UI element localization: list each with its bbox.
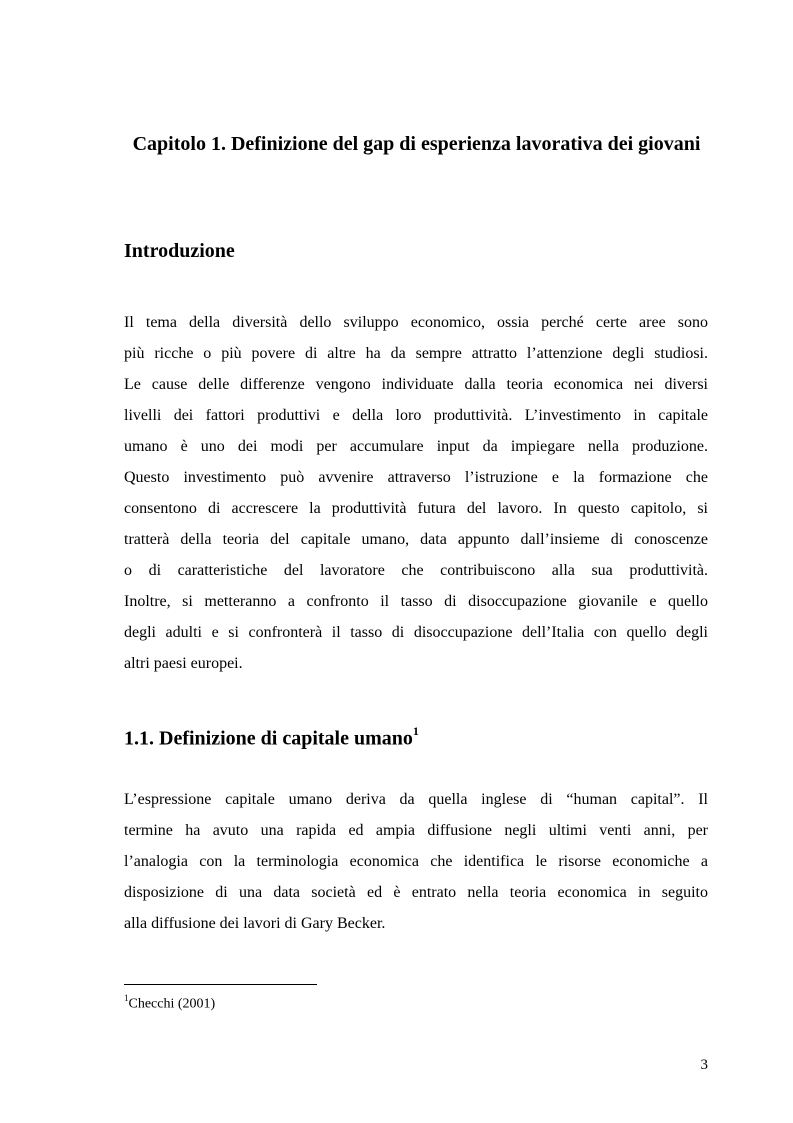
intro-line: o di caratteristiche del lavoratore che contribuiscono alla sua produttività.: [124, 562, 708, 579]
intro-line: tratterà della teoria del capitale umano, data appunto dall’insieme di conoscenze: [124, 531, 708, 548]
footnote-divider: [124, 984, 317, 985]
intro-line: degli adulti e si confronterà il tasso di disoccupazione dell’Italia con quello degli: [124, 624, 708, 641]
footnote: [124, 990, 215, 1014]
intro-line: Le cause delle differenze vengono individuate dalla teoria economica nei diversi: [124, 376, 708, 393]
section-line: termine ha avuto una rapida ed ampia diffusione negli ultimi venti anni, per: [124, 822, 708, 839]
intro-line: livelli dei fattori produttivi e della loro produttività. L’investimento in capitale: [124, 407, 708, 424]
section-line: disposizione di una data società ed è entrato nella teoria economica in seguito: [124, 884, 708, 901]
intro-line: consentono di accrescere la produttività futura del lavoro. In questo capitolo, si: [124, 500, 708, 517]
chapter-title: Capitolo 1. Definizione del gap di esperienza lavorativa dei giovani: [132, 133, 701, 155]
intro-line: Questo investimento può avvenire attraverso l’istruzione e la formazione che: [124, 469, 708, 486]
footnote-mark: 1: [124, 993, 129, 1003]
page-number: 3: [700, 1057, 708, 1073]
section-line: alla diffusione dei lavori di Gary Becker.: [124, 915, 386, 932]
section-line: L’espressione capitale umano deriva da quella inglese di “human capital”. Il: [124, 791, 708, 808]
section-line: l’analogia con la terminologia economica che identifica le risorse economiche a: [124, 853, 708, 870]
intro-paragraph: [124, 307, 708, 679]
intro-heading: Introduzione: [124, 240, 235, 262]
intro-line: Il tema della diversità dello sviluppo economico, ossia perché certe aree sono: [124, 314, 708, 331]
footnote-text: Checchi (2001): [128, 996, 216, 1012]
section-heading-text: 1.1. Definizione di capitale umano: [124, 727, 413, 750]
intro-line: più ricche o più povere di altre ha da sempre attratto l’attenzione degli studiosi.: [124, 345, 708, 362]
intro-line: umano è uno dei modi per accumulare input da impiegare nella produzione.: [124, 438, 708, 455]
intro-line: Inoltre, si metteranno a confronto il tasso di disoccupazione giovanile e quello: [124, 593, 708, 610]
intro-line: altri paesi europei.: [124, 655, 243, 672]
footnote-reference[interactable]: 1: [412, 724, 419, 738]
section-paragraph: [124, 784, 708, 939]
section-heading: [124, 720, 419, 752]
